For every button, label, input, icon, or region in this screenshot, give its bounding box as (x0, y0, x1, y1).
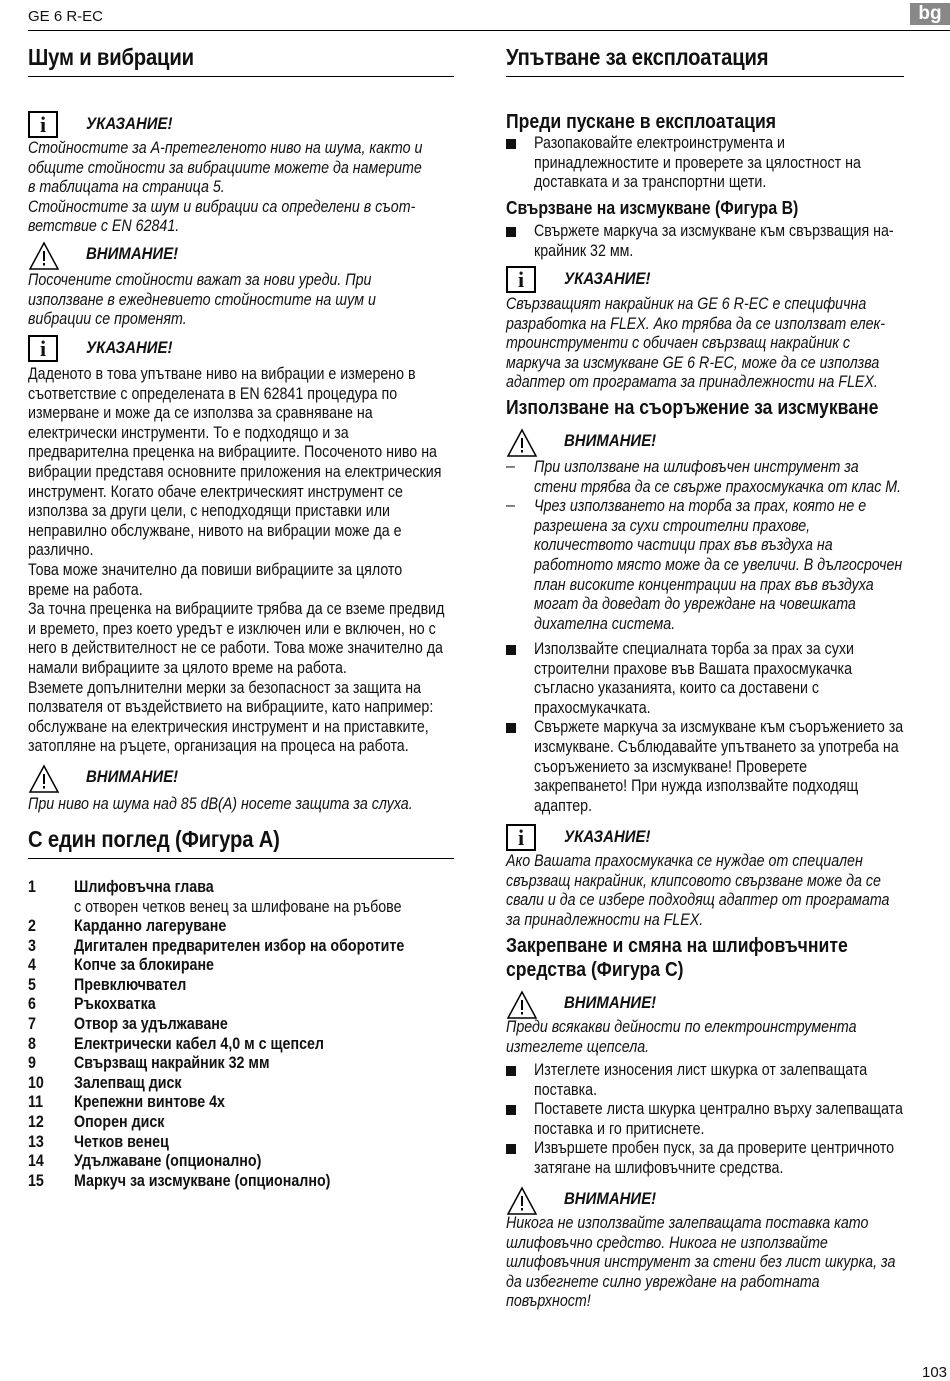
use-extraction-title: Използване на съоръжение за изсмукване (506, 397, 879, 419)
note-1-heading (28, 111, 328, 139)
list-item-label: Шлифовъчна глава (74, 878, 214, 896)
bullet-marker (506, 1105, 516, 1115)
note-2-line: ползвателя от въздействието на вибрациите, като например: (28, 698, 434, 717)
use-extraction-line: закрепването! При нужда използвайте подходящ (534, 777, 859, 796)
note-2-line: затопляне на ръцете, организация на процеса на работа. (28, 737, 409, 756)
warning-1-line: Посочените стойности важат за нови уреди. При (28, 271, 372, 289)
warning-3-heading (506, 428, 806, 456)
list-item-number: 1 (28, 878, 36, 896)
use-extraction-line: изсмукване. Съблюдавайте упътването за употреба на (534, 738, 899, 756)
warning-3-line: дихателна система. (534, 614, 676, 633)
note-3-heading (506, 266, 806, 294)
info-icon: i (28, 111, 58, 138)
note-3-line: маркуча за изсмукване GE 6 R-EC, може да се използва (506, 353, 880, 372)
warning-4-line: изтеглете щепсела. (506, 1037, 650, 1056)
warning-1-line: вибрации се променят. (28, 310, 187, 329)
warning-3-line: план високите концентрации на прах във въздуха (534, 575, 874, 594)
warning-4-label: ВНИМАНИЕ! (564, 993, 657, 1012)
before-start-line: Разопаковайте електроинструмента и (534, 134, 785, 152)
bullet-marker (506, 139, 516, 149)
info-icon: i (506, 266, 536, 293)
note-2-line: вибрации представя основните приложения на електрическия (28, 463, 442, 481)
list-item-sublabel: с отворен четков венец за шлифоване на ръбове (74, 897, 402, 916)
warning-3-line: разрешена за сухи строителни прахове, (534, 516, 811, 535)
note-3-line: троинструменти с обичаен свързващ накрайник с (506, 334, 851, 353)
note-2-line: Даденото в това упътване ниво на вибрации е измерено в (28, 365, 416, 383)
note-2-line: Това може значително да повиши вибрациите за цялото (28, 561, 403, 579)
mount-line: Извършете пробен пуск, за да проверите центричното (534, 1139, 895, 1158)
note-3-line: Свързващият накрайник на GE 6 R-EC е специфична (506, 295, 867, 313)
section-rule (28, 858, 454, 859)
note-1-line: в таблицата на страница 5. (28, 178, 225, 197)
warning-3-label: ВНИМАНИЕ! (564, 431, 657, 450)
note-2-label: УКАЗАНИЕ! (86, 338, 173, 357)
use-extraction-line: адаптер. (534, 796, 593, 815)
mount-line: Изтеглете износения лист шкурка от залепващата (534, 1061, 868, 1079)
note-2-line: съответствие с определената в EN 62841 процедура по (28, 384, 398, 403)
list-item-number: 9 (28, 1054, 36, 1073)
note-4-line: свързващ накрайник, клипсовото свързване може да се (506, 871, 881, 890)
info-icon: i (506, 824, 536, 851)
note-4-line: за принадлежности на FLEX. (506, 910, 704, 929)
warning-3-line: могат да доведат до увреждане на човешката (534, 595, 856, 614)
list-item-number: 5 (28, 975, 36, 994)
note-4-line: Ако Вашата прахосмукачка се нуждае от специален (506, 852, 863, 870)
warning-5-line: Никога не използвайте залепващата поставка като (506, 1214, 869, 1232)
warning-2-label: ВНИМАНИЕ! (86, 767, 179, 786)
note-1-line: общите стойности за вибрациите можете да намерите (28, 158, 422, 177)
warning-3-line: При използване на шлифовъчен инструмент за (534, 458, 859, 476)
dash-marker: – (506, 497, 515, 515)
list-item-label: Опорен диск (74, 1113, 165, 1131)
section-rule (28, 76, 454, 77)
before-start-line: доставката и за транспортни щети. (534, 173, 767, 192)
note-2-line: обслужване на електрическия инструмент и на приставките, (28, 717, 429, 736)
note-2-line: За точна преценка на вибрациите трябва да се вземе предвид (28, 600, 445, 619)
warning-4-heading (506, 990, 806, 1018)
warning-triangle-icon (28, 764, 60, 794)
warning-3-line: количеството частици прах във въздуха на (534, 536, 833, 555)
warning-1-label: ВНИМАНИЕ! (86, 244, 179, 263)
warning-1-line: използване в ежедневието стойностите на шум и (28, 290, 376, 309)
note-2-line: измерване и може да се използва за сравняване на (28, 404, 373, 423)
list-item-number: 2 (28, 917, 36, 935)
bullet-marker (506, 1144, 516, 1154)
noise-section-title: Шум и вибрации (28, 44, 194, 70)
warning-3-line: стени трябва да се свърже прахосмукачка от клас М. (534, 477, 902, 496)
dash-marker: – (506, 458, 515, 475)
warning-triangle-icon (28, 241, 60, 271)
warning-3-line: Чрез използването на торба за прах, която не е (534, 497, 867, 516)
note-3-line: разработка на FLEX. Ако трябва да се използват елек- (506, 314, 886, 333)
before-start-title: Преди пускане в експлоатация (506, 111, 777, 133)
warning-triangle-icon (506, 428, 538, 458)
overview-section-title: С един поглед (Фигура А) (28, 826, 280, 852)
mount-line: поставка. (534, 1080, 598, 1099)
connect-extraction-line: крайник 32 мм. (534, 241, 634, 260)
connect-extraction-title: Свързване на изсмукване (Фигура В) (506, 198, 799, 218)
warning-5-label: ВНИМАНИЕ! (564, 1189, 657, 1208)
note-2-heading (28, 335, 328, 363)
list-item-label: Превключвател (74, 975, 187, 994)
note-3-line: адаптер от програмата за принадлежности на FLEX. (506, 373, 878, 392)
note-2-line: инструмент. Когато обаче електрическият инструмент се (28, 482, 403, 501)
mount-line: Поставете листа шкурка централно върху залепващата (534, 1100, 903, 1119)
list-item-number: 13 (28, 1132, 44, 1151)
operation-section-title: Упътване за експлоатация (506, 44, 769, 70)
note-1-line: Стойностите за шум и вибрации са определени в съот- (28, 197, 416, 216)
use-extraction-line: съоръжението за изсмукване! Проверете (534, 757, 808, 776)
mount-line: поставка и го притиснете. (534, 1119, 705, 1138)
note-2-line: електрически инструменти. То е подходящо и за (28, 423, 349, 442)
note-4-line: свали и да се избере подходящ адаптер от програмата (506, 891, 890, 910)
list-item-label: Крепежни винтове 4х (74, 1093, 225, 1112)
list-item-number: 11 (28, 1093, 44, 1112)
bullet-marker (506, 645, 516, 655)
list-item-label: Електрически кабел 4,0 м с щепсел (74, 1034, 324, 1053)
note-3-label: УКАЗАНИЕ! (564, 269, 651, 288)
note-2-line: предварителна преценка на вибрациите. Посоченото ниво на (28, 443, 437, 462)
list-item-number: 8 (28, 1034, 36, 1053)
list-item-label: Карданно лагеруване (74, 917, 227, 935)
warning-5-heading (506, 1186, 806, 1214)
list-item-number: 15 (28, 1171, 44, 1190)
note-2-line: различно. (28, 541, 94, 560)
list-item-label: Залепващ диск (74, 1073, 182, 1092)
list-item-label: Удължаване (опционално) (74, 1152, 262, 1171)
list-item-number: 6 (28, 995, 36, 1014)
note-1-line: ветствие с EN 62841. (28, 217, 180, 236)
page-number: 103 (922, 1364, 948, 1381)
note-2-line: него в действителност не се работи. Това може значително да (28, 639, 443, 658)
list-item-label: Четков венец (74, 1132, 169, 1151)
info-icon: i (28, 335, 58, 362)
note-2-line: намали вибрациите за цялото време на работа. (28, 659, 347, 677)
note-2-line: неправилно обслужване, нивото на вибрации може да е (28, 521, 402, 540)
list-item-label: Отвор за удължаване (74, 1015, 228, 1033)
list-item-label: Копче за блокиране (74, 956, 214, 975)
warning-5-line: да избегнете силно увреждане на работната (506, 1272, 820, 1291)
list-item-number: 3 (28, 936, 36, 955)
bullet-marker (506, 723, 516, 733)
list-item-number: 14 (28, 1152, 44, 1171)
bullet-marker (506, 227, 516, 237)
note-4-label: УКАЗАНИЕ! (564, 827, 651, 846)
use-extraction-line: съгласно указанията, които са доставени с (534, 679, 820, 698)
mount-section-title-line: средства (Фигура С) (506, 959, 684, 981)
use-extraction-line: Свържете маркуча за изсмукване към съоръжението за (534, 718, 904, 737)
list-item-number: 4 (28, 956, 36, 975)
warning-3-line: работното място може да се увеличи. В дългосрочен (534, 556, 903, 574)
language-badge: bg (910, 3, 950, 25)
warning-5-line: шлифовъчния инструмент за стени без лист шкурка, за (506, 1253, 896, 1272)
use-extraction-line: строителни прахове във Вашата прахосмукачка (534, 659, 853, 678)
connect-extraction-line: Свържете маркуча за изсмукване към свързващия на- (534, 222, 894, 240)
warning-5-line: повърхност! (506, 1292, 591, 1311)
list-item-label: Свързващ накрайник 32 мм (74, 1054, 270, 1073)
list-item-label: Маркуч за изсмукване (опционално) (74, 1171, 331, 1190)
list-item-label: Ръкохватка (74, 995, 156, 1014)
bullet-marker (506, 1066, 516, 1076)
note-4-heading (506, 824, 806, 852)
header-rule (28, 30, 950, 31)
list-item-number: 7 (28, 1015, 36, 1033)
warning-2-line: При ниво на шума над 85 dB(A) носете защита за слуха. (28, 795, 413, 813)
mount-section-title-line: Закрепване и смяна на шлифовъчните (506, 935, 848, 957)
warning-triangle-icon (506, 1186, 538, 1216)
section-rule (506, 76, 904, 77)
before-start-line: принадлежностите и проверете за цялостност на (534, 153, 861, 172)
note-2-line: и времето, през което уредът е изключен или е включен, но с (28, 619, 436, 638)
list-item-label: Дигитален предварителен избор на оборотите (74, 936, 405, 955)
note-2-line: Вземете допълнителни мерки за безопасност за защита на (28, 678, 422, 697)
warning-2-heading (28, 764, 328, 792)
note-1-line: Стойностите за А-претегленото ниво на шума, както и (28, 139, 423, 157)
warning-1-heading (28, 241, 328, 269)
note-2-line: използва за други цели, с неподходящи приставки или (28, 502, 390, 521)
mount-line: затягане на шлифовъчните средства. (534, 1159, 784, 1177)
warning-5-line: шлифовъчно средство. Никога не използвайте (506, 1233, 828, 1252)
warning-triangle-icon (506, 990, 538, 1020)
note-1-label: УКАЗАНИЕ! (86, 114, 173, 133)
warning-4-line: Преди всякакви дейности по електроинструмента (506, 1018, 857, 1036)
list-item-number: 10 (28, 1073, 44, 1092)
use-extraction-line: Използвайте специалната торба за прах за сухи (534, 640, 855, 658)
header-model: GE 6 R-EC (28, 8, 104, 25)
note-2-line: време на работа. (28, 580, 143, 599)
use-extraction-line: прахосмукачката. (534, 698, 651, 717)
list-item-number: 12 (28, 1113, 44, 1131)
